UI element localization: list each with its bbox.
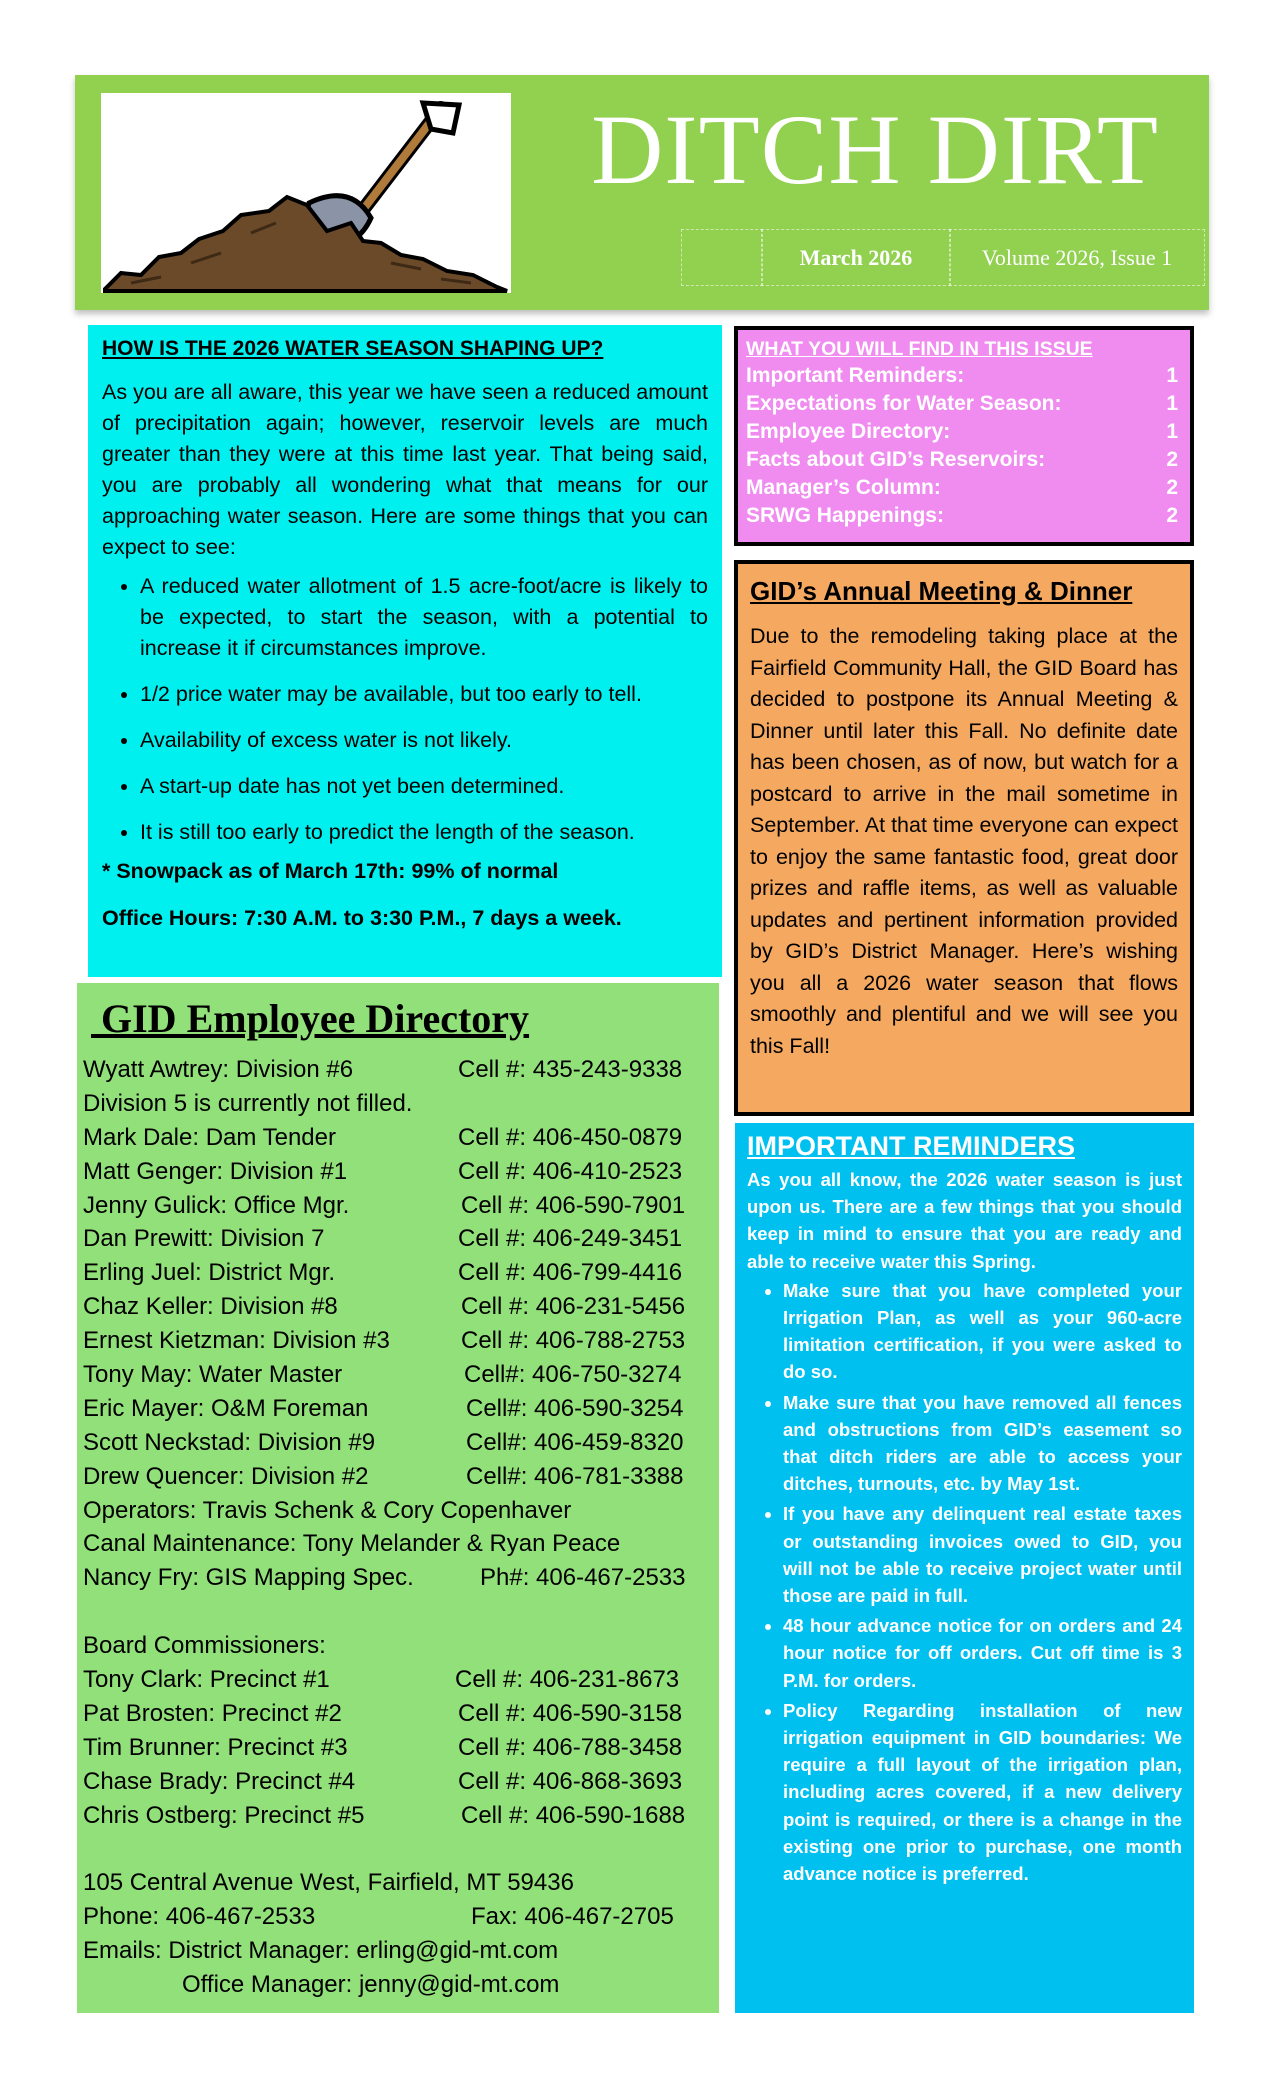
directory-row bbox=[83, 1527, 713, 1561]
employee-name: Matt Genger: Division #1 bbox=[83, 1157, 348, 1185]
employee-phone: Cell #: 435-243-9338 bbox=[458, 1056, 683, 1083]
directory-row bbox=[83, 1121, 713, 1155]
board-member-phone: Cell #: 406-590-3158 bbox=[458, 1699, 683, 1727]
issue-volume-cell bbox=[949, 229, 1205, 286]
contents-item-page: 2 bbox=[1166, 504, 1178, 527]
office-fax: Fax: 406-467-2705 bbox=[471, 1903, 674, 1931]
contents-item-label: Important Reminders: bbox=[746, 364, 965, 387]
contents-heading: WHAT YOU WILL FIND IN THIS ISSUE bbox=[746, 338, 1093, 360]
reminder-bullet: • 48 hour advance notice for on orders and 24 hour notice for off orders. Cut off time is 3 P.M. for orders. bbox=[783, 1612, 1182, 1694]
employee-phone: Cell #: 406-249-3451 bbox=[458, 1225, 683, 1253]
contents-item[interactable] bbox=[746, 418, 1182, 446]
employee-phone: Cell #: 406-788-2753 bbox=[461, 1327, 686, 1355]
employee-name: Nancy Fry: GIS Mapping Spec. bbox=[83, 1564, 414, 1592]
address-row bbox=[83, 1866, 713, 1900]
directory-row bbox=[83, 1561, 713, 1595]
reminder-bullet: • Policy Regarding installation of new irrigation equipment in GID boundaries: We require a full layout of the irrigation plan, including acres covered, if a new delivery point is required, or there is a change in the existing one prior to purchase, one month advance notice is preferred. bbox=[783, 1697, 1182, 1887]
employee-phone: Cell #: 406-590-7901 bbox=[461, 1191, 686, 1219]
employee-name: Canal Maintenance: Tony Melander & Ryan Peace bbox=[83, 1530, 621, 1558]
employee-name: Mark Dale: Dam Tender bbox=[83, 1123, 336, 1151]
phone-fax-row bbox=[83, 1900, 713, 1934]
directory-row bbox=[83, 1426, 713, 1460]
contents-item-page: 2 bbox=[1166, 448, 1178, 471]
board-member-phone: Cell #: 406-868-3693 bbox=[458, 1767, 683, 1795]
water-season-section bbox=[88, 325, 722, 977]
directory-row bbox=[83, 1087, 713, 1121]
reminders-list bbox=[743, 1277, 1182, 1887]
issue-date: March 2026 bbox=[799, 245, 913, 270]
employee-phone: Cell #: 406-450-0879 bbox=[458, 1123, 683, 1151]
reminders-intro: As you all know, the 2026 water season is just upon us. There are a few things that you should keep in mind to ensure that you are ready and able to receive water this Spring. bbox=[747, 1169, 1182, 1272]
contents-item[interactable] bbox=[746, 446, 1182, 474]
employee-name: Tony May: Water Master bbox=[83, 1361, 343, 1389]
employee-name: Division 5 is currently not filled. bbox=[83, 1089, 413, 1117]
board-member-phone: Cell #: 406-231-8673 bbox=[455, 1666, 680, 1694]
contents-item-label: Manager’s Column: bbox=[746, 476, 941, 499]
directory-row bbox=[83, 1155, 713, 1189]
annual-meeting-section bbox=[734, 560, 1194, 1116]
water-season-intro: As you are all aware, this year we have seen a reduced amount of precipitation again; however, reservoir levels are much greater than they were at this time last year. That being said, you are probably all wondering what that means for our approaching water season. Here are some things that you can expect to see: bbox=[102, 380, 708, 559]
contents-item[interactable] bbox=[746, 474, 1182, 502]
employee-phone: Cell #: 406-799-4416 bbox=[458, 1259, 683, 1287]
office-hours: Office Hours: 7:30 A.M. to 3:30 P.M., 7 days a week. bbox=[102, 906, 622, 930]
office-phone: Phone: 406-467-2533 bbox=[83, 1903, 316, 1931]
employee-phone: Cell #: 406-231-5456 bbox=[461, 1293, 686, 1321]
employee-name: Wyatt Awtrey: Division #6 bbox=[83, 1056, 354, 1083]
directory-row bbox=[83, 1290, 713, 1324]
water-season-heading: HOW IS THE 2026 WATER SEASON SHAPING UP? bbox=[102, 337, 604, 360]
water-season-bullet: • It is still too early to predict the length of the season. bbox=[140, 817, 708, 848]
annual-meeting-body: Due to the remodeling taking place at the Fairfield Community Hall, the GID Board has decided to postpone its Annual Meeting & Dinner until later this Fall. No definite date has been chosen, as of now, but watch for a postcard to arrive in the mail sometime in September. At that time everyone can expect to enjoy the same fantastic food, great door prizes and raffle items, as well as valuable updates and pertinent information provided by GID’s District Manager. Here’s wishing you all a 2026 water season that flows smoothly and plentiful and we will see you this Fall! bbox=[750, 624, 1178, 1058]
employee-name: Operators: Travis Schenk & Cory Copenhaver bbox=[83, 1496, 572, 1524]
employee-phone: Cell#: 406-750-3274 bbox=[464, 1361, 682, 1389]
directory-row bbox=[83, 1392, 713, 1426]
contents-item-page: 1 bbox=[1166, 364, 1178, 387]
board-member-phone: Cell #: 406-788-3458 bbox=[458, 1733, 683, 1761]
contents-item-label: SRWG Happenings: bbox=[746, 504, 944, 527]
board-heading-row bbox=[83, 1629, 713, 1663]
board-row bbox=[83, 1731, 713, 1765]
board-row bbox=[83, 1697, 713, 1731]
directory-row bbox=[83, 1358, 713, 1392]
board-heading: Board Commissioners: bbox=[83, 1632, 326, 1660]
office-address: 105 Central Avenue West, Fairfield, MT 59436 bbox=[83, 1869, 574, 1897]
directory-row bbox=[83, 1494, 713, 1528]
directory-row bbox=[83, 1460, 713, 1494]
employee-name: Jenny Gulick: Office Mgr. bbox=[83, 1191, 350, 1219]
employee-directory-section bbox=[77, 983, 719, 2013]
directory-list bbox=[83, 1053, 713, 2002]
directory-row bbox=[83, 1222, 713, 1256]
table-of-contents bbox=[734, 326, 1194, 546]
reminders-heading: IMPORTANT REMINDERS bbox=[747, 1131, 1075, 1161]
board-member-name: Tony Clark: Precinct #1 bbox=[83, 1666, 330, 1694]
employee-name: Dan Prewitt: Division 7 bbox=[83, 1225, 325, 1253]
employee-name: Eric Mayer: O&M Foreman bbox=[83, 1394, 369, 1422]
contents-item[interactable] bbox=[746, 362, 1182, 390]
directory-row bbox=[83, 1053, 713, 1087]
employee-phone: Cell #: 406-410-2523 bbox=[458, 1157, 683, 1185]
header-spacer-cell bbox=[681, 229, 763, 286]
manager-email[interactable]: Emails: District Manager: erling@gid-mt.com bbox=[83, 1937, 559, 1965]
issue-date-cell bbox=[761, 229, 951, 286]
board-row bbox=[83, 1765, 713, 1799]
email-row bbox=[83, 1934, 713, 1968]
employee-name: Erling Juel: District Mgr. bbox=[83, 1259, 336, 1287]
contents-item[interactable] bbox=[746, 502, 1182, 530]
water-season-bullet: • A reduced water allotment of 1.5 acre-foot/acre is likely to be expected, to start the season, with a potential to increase it if circumstances improve. bbox=[140, 571, 708, 664]
board-member-name: Pat Brosten: Precinct #2 bbox=[83, 1699, 342, 1727]
employee-phone: Cell#: 406-781-3388 bbox=[466, 1462, 684, 1490]
board-member-name: Chris Ostberg: Precinct #5 bbox=[83, 1801, 365, 1829]
contents-item-label: Employee Directory: bbox=[746, 420, 951, 443]
contents-item-page: 1 bbox=[1166, 392, 1178, 415]
annual-meeting-heading: GID’s Annual Meeting & Dinner bbox=[750, 576, 1133, 606]
employee-name: Ernest Kietzman: Division #3 bbox=[83, 1327, 390, 1355]
contents-item-label: Facts about GID’s Reservoirs: bbox=[746, 448, 1046, 471]
water-season-list bbox=[96, 571, 708, 848]
employee-phone: Ph#: 406-467-2533 bbox=[480, 1564, 686, 1592]
contents-item-label: Expectations for Water Season: bbox=[746, 392, 1062, 415]
email-row bbox=[83, 1968, 713, 2002]
board-row bbox=[83, 1663, 713, 1697]
employee-name: Chaz Keller: Division #8 bbox=[83, 1293, 338, 1321]
employee-name: Drew Quencer: Division #2 bbox=[83, 1462, 369, 1490]
important-reminders-section bbox=[735, 1123, 1194, 2013]
office-email[interactable]: Office Manager: jenny@gid-mt.com bbox=[182, 1971, 560, 1999]
snowpack-note: * Snowpack as of March 17th: 99% of normal bbox=[102, 859, 559, 883]
reminder-bullet: • Make sure that you have completed your Irrigation Plan, as well as your 960-acre limitation certification, if you were asked to do so. bbox=[783, 1277, 1182, 1386]
board-member-name: Chase Brady: Precinct #4 bbox=[83, 1767, 356, 1795]
contents-item[interactable] bbox=[746, 390, 1182, 418]
shovel-in-dirt-icon bbox=[101, 93, 511, 293]
directory-row bbox=[83, 1256, 713, 1290]
directory-row bbox=[83, 1189, 713, 1223]
contents-item-page: 2 bbox=[1166, 476, 1178, 499]
reminder-bullet: • Make sure that you have removed all fences and obstructions from GID’s easement so that ditch riders are able to access your ditches, turnouts, etc. by May 1st. bbox=[783, 1389, 1182, 1498]
board-member-name: Tim Brunner: Precinct #3 bbox=[83, 1733, 348, 1761]
newsletter-title: DITCH DIRT bbox=[591, 94, 1159, 205]
water-season-bullet: • 1/2 price water may be available, but too early to tell. bbox=[140, 679, 708, 710]
employee-name: Scott Neckstad: Division #9 bbox=[83, 1428, 376, 1456]
employee-phone: Cell#: 406-459-8320 bbox=[466, 1428, 684, 1456]
employee-phone: Cell#: 406-590-3254 bbox=[466, 1394, 684, 1422]
reminder-bullet: • If you have any delinquent real estate taxes or outstanding invoices owed to GID, you will not be able to receive project water until those are paid in full. bbox=[783, 1500, 1182, 1609]
issue-volume: Volume 2026, Issue 1 bbox=[981, 245, 1173, 270]
water-season-bullet: • Availability of excess water is not likely. bbox=[140, 725, 708, 756]
board-row bbox=[83, 1799, 713, 1833]
directory-heading: GID Employee Directory bbox=[91, 996, 530, 1041]
board-member-phone: Cell #: 406-590-1688 bbox=[461, 1801, 686, 1829]
directory-row bbox=[83, 1324, 713, 1358]
water-season-bullet: • A start-up date has not yet been determined. bbox=[140, 771, 708, 802]
masthead bbox=[75, 75, 1209, 310]
contents-item-page: 1 bbox=[1166, 420, 1178, 443]
